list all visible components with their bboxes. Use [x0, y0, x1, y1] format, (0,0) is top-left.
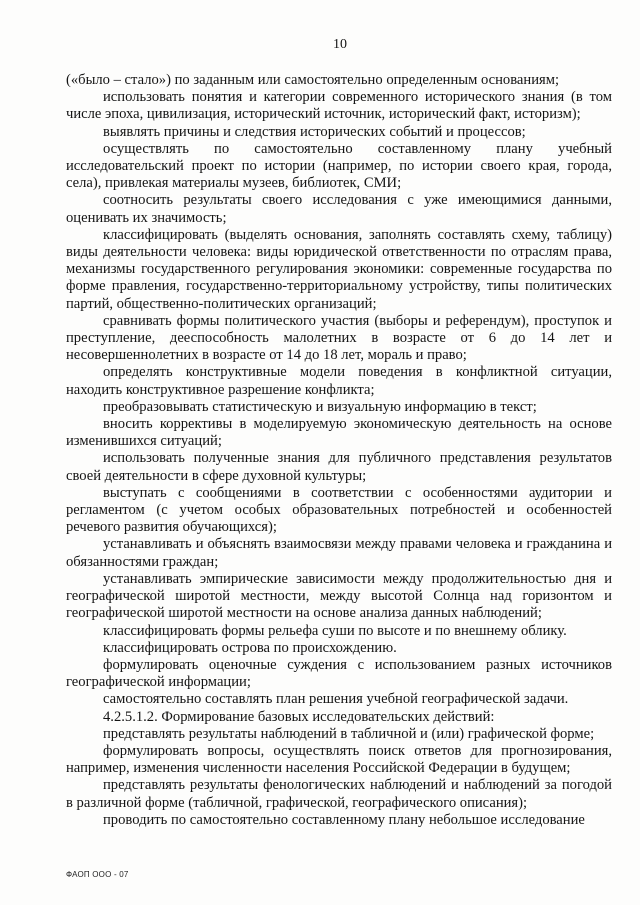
paragraph: осуществлять по самостоятельно составленному плану учебный исследовательский проект по истории (например, по истории своего края, города, села), привлекая материалы музеев, библиотек, СМИ; — [66, 140, 612, 192]
paragraph: сравнивать формы политического участия (выборы и референдум), проступок и преступление, дееспособность малолетних в возрасте от 6 до 14 лет и несовершеннолетних в возрасте от 14 до 18 лет, мораль и право; — [66, 312, 612, 364]
footer-code: ФАОП ООО - 07 — [66, 870, 129, 879]
paragraph: использовать понятия и категории современного исторического знания (в том числе эпоха, цивилизация, исторический источник, исторический факт, историзм); — [66, 89, 612, 123]
paragraph: устанавливать эмпирические зависимости между продолжительностью дня и географической широтой местности, между высотой Солнца над горизонтом и географической широтой местности на основе анализа данных наблюдений; — [66, 570, 612, 622]
paragraph: 4.2.5.1.2. Формирование базовых исследовательских действий: — [103, 708, 495, 725]
paragraph: формулировать оценочные суждения с использованием разных источников географической информации; — [66, 656, 612, 691]
paragraph: использовать полученные знания для публичного представления результатов своей деятельности в сфере духовной культуры; — [66, 450, 612, 484]
paragraph: выявлять причины и следствия исторических событий и процессов; — [103, 123, 526, 140]
paragraph: преобразовывать статистическую и визуальную информацию в текст; — [103, 398, 537, 415]
paragraph: формулировать вопросы, осуществлять поиск ответов для прогнозирования, например, изменения численности населения Российской Федерации в будущем; — [66, 742, 612, 777]
paragraph: соотносить результаты своего исследования с уже имеющимися данными, оценивать их значимость; — [66, 192, 612, 226]
paragraph: («было – стало») по заданным или самостоятельно определенным основаниям; — [66, 72, 560, 88]
paragraph: классифицировать формы рельефа суши по высоте и по внешнему облику. — [103, 622, 567, 639]
paragraph: классифицировать (выделять основания, заполнять составлять схему, таблицу) виды деятельности человека: виды юридической ответственности по отраслям права, механизмы государственного регулирования экономики: современные государства по форме правления, государственно-территориальному устройству, типы политических партий, общественно-политических организаций; — [66, 226, 612, 312]
paragraph: вносить коррективы в моделируемую экономическую деятельность на основе изменившихся ситуаций; — [66, 416, 612, 450]
paragraph: представлять результаты фенологических наблюдений и наблюдений за погодой в различной форме (табличной, графической, географического описания); — [66, 777, 612, 811]
paragraph: представлять результаты наблюдений в табличной и (или) графической форме; — [103, 725, 595, 742]
paragraph: устанавливать и объяснять взаимосвязи между правами человека и гражданина и обязанностями граждан; — [66, 536, 612, 570]
paragraph: проводить по самостоятельно составленному плану небольшое исследование — [103, 811, 585, 828]
page-number: 10 — [333, 37, 347, 52]
paragraph: самостоятельно составлять план решения учебной географической задачи. — [103, 691, 569, 708]
paragraph: выступать с сообщениями в соответствии с особенностями аудитории и регламентом (с учетом особых образовательных потребностей и особенностей речевого развития обучающихся); — [66, 484, 612, 536]
body-text — [66, 72, 612, 829]
paragraph: определять конструктивные модели поведения в конфликтной ситуации, находить конструктивное разрешение конфликта; — [66, 364, 612, 398]
paragraph: классифицировать острова по происхождению. — [103, 639, 397, 656]
